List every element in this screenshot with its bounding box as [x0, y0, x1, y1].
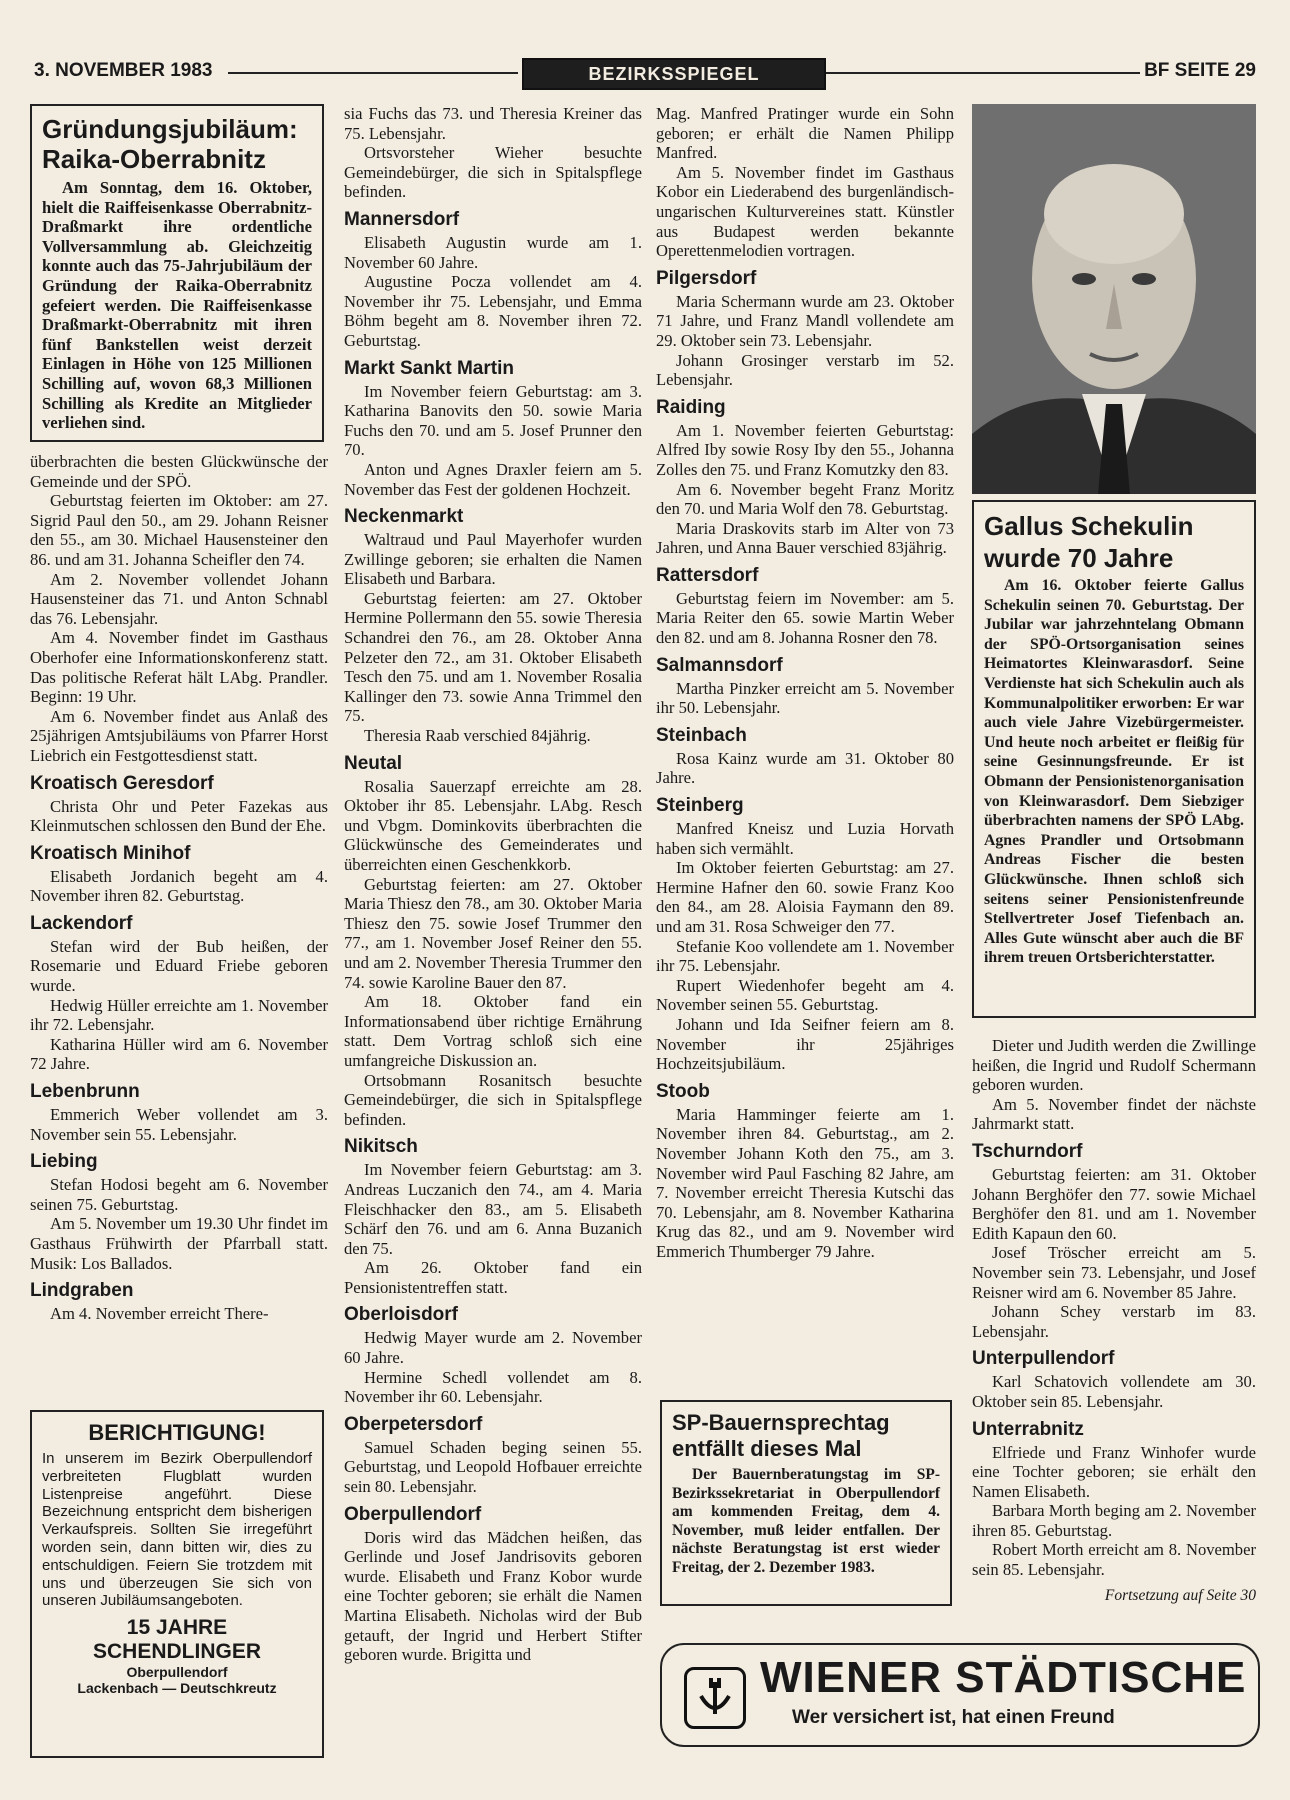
- article-paragraph: Hermine Schedl vollendet am 8. November ihr 60. Lebensjahr.: [344, 1367, 642, 1407]
- article-paragraph: Im Oktober feierten Geburtstag: am 27. Hermine Hafner den 60. sowie Franz Koo den 84., am 28. Aloisia Faymann den 89. und am 31. Rosa Schweiger den 77.: [656, 858, 954, 936]
- article-paragraph: Karl Schatovich vollendete am 30. Oktober sein 85. Lebensjahr.: [972, 1372, 1256, 1411]
- town-heading: Rattersdorf: [656, 564, 759, 586]
- page-header: [34, 58, 1256, 88]
- box-body: Der Bauernberatungstag im SP-Bezirkssekretariat in Oberpullendorf am kommenden Freitag, dem 4. November, muß leider entfallen. Der nächste Beratungstag ist erst wieder Freitag, der 2. Dezember 1983.: [672, 1466, 940, 1576]
- article-paragraph: Maria Draskovits starb im Alter von 73 Jahren, und Anna Bauer verschied 83jährig.: [656, 518, 954, 558]
- town-heading: Lebenbrunn: [30, 1081, 140, 1103]
- town-heading: Tschurndorf: [972, 1140, 1083, 1162]
- insurance-logo-icon: [684, 1667, 746, 1729]
- issue-date: 3. NOVEMBER 1983: [34, 60, 213, 81]
- town-heading: Markt Sankt Martin: [344, 357, 514, 379]
- raika-jubilee-box: [30, 104, 324, 442]
- article-paragraph: Am 18. Oktober fand ein Informationsabend über richtige Ernährung statt. Dem Vortrag schloß sich eine umfangreiche Diskussion an.: [344, 992, 642, 1070]
- article-paragraph: Geburtstag feierten: am 31. Oktober Johann Berghöfer den 77. sowie Michael Berghöfer den 81. und am 1. November Edith Kapaun den 60.: [972, 1164, 1256, 1243]
- article-paragraph: Im November feiern Geburtstag: am 3. Andreas Luczanich den 74., am 4. Maria Fleischhacker den 83., am 5. Elisabeth Schärf den 76. und am 6. Anna Buzanich den 75.: [344, 1160, 642, 1258]
- box-title: Raika-Oberrabnitz: [42, 144, 266, 174]
- ad-line: Lackenbach — Deutschkreutz: [77, 1680, 277, 1697]
- article-paragraph: Ortsvorsteher Wieher besuchte Gemeindebürger, die sich in Spitalspflege befinden.: [344, 143, 642, 202]
- article-paragraph: Theresia Raab verschied 84jährig.: [364, 726, 591, 746]
- town-heading: Nikitsch: [344, 1136, 418, 1158]
- ad-slogan: Wer versichert ist, hat einen Freund: [792, 1707, 1115, 1728]
- town-heading: Unterrabnitz: [972, 1418, 1084, 1440]
- article-paragraph: Am 1. November feierten Geburtstag: Alfred Iby sowie Rosy Iby den 55., Johanna Zolles den 75. und Franz Komutzky den 83.: [656, 420, 954, 479]
- ad-brand-name: WIENER STÄDTISCHE: [760, 1653, 1247, 1702]
- article-paragraph: Stefan wird der Bub heißen, der Rosemarie und Eduard Friebe geboren wurde.: [30, 936, 328, 996]
- article-paragraph: Barbara Morth beging am 2. November ihren 85. Geburtstag.: [972, 1501, 1256, 1540]
- article-paragraph: Dieter und Judith werden die Zwillinge heißen, die Ingrid und Rudolf Schermann geboren wurden.: [972, 1036, 1256, 1095]
- town-heading: Kroatisch Minihof: [30, 842, 191, 864]
- town-heading: Oberloisdorf: [344, 1304, 459, 1326]
- article-paragraph: Josef Tröscher erreicht am 5. November sein 73. Lebensjahr, und Josef Reisner wird am 6. November 85 Jahre.: [972, 1243, 1256, 1302]
- article-paragraph: Geburtstag feierten im Oktober: am 27. Sigrid Paul den 50., am 29. Johann Reisner den 55., am 30. Michael Hausensteiner den 86. und am 31. Johanna Scheifler den 74.: [30, 491, 328, 569]
- box-title: Gründungsjubiläum:: [42, 114, 298, 144]
- town-heading: Pilgersdorf: [656, 267, 757, 289]
- town-heading: Oberpetersdorf: [344, 1413, 483, 1435]
- article-paragraph: Johann Schey verstarb im 83. Lebensjahr.: [972, 1302, 1256, 1341]
- article-paragraph: Hedwig Mayer wurde am 2. November 60 Jahre.: [344, 1328, 642, 1368]
- box-body: In unserem im Bezirk Oberpullendorf verbreiteten Flugblatt wurden Listenpreise angeführt. Diese Bezeichnung entspricht dem bisherigen Verkaufspreis. Sollten Sie irregeführt worden sein, dann bitten wir, dies zu entschuldigen. Feiern Sie trotzdem mit uns und überzeugen Sie sich von unseren Jubiläumsangeboten.: [42, 1450, 312, 1610]
- town-heading: Unterpullendorf: [972, 1348, 1115, 1370]
- article-paragraph: Robert Morth erreicht am 8. November sein 85. Lebensjahr.: [972, 1540, 1256, 1580]
- article-paragraph: Hedwig Hüller erreichte am 1. November ihr 72. Lebensjahr.: [30, 995, 328, 1035]
- article-paragraph: Rosalia Sauerzapf erreichte am 28. Oktober ihr 85. Lebensjahr. LAbg. Resch und Vbgm. Dominkovits überbrachten die Glückwünsche des Gemeinderates und überreichten einen Geschenkkorb.: [344, 776, 642, 874]
- article-paragraph: Am 5. November um 19.30 Uhr findet im Gasthaus Frühwirth der Pfarrball statt. Musik: Los Ballados.: [30, 1214, 328, 1273]
- article-paragraph: Am 4. November erreicht There-: [50, 1304, 269, 1324]
- continued-note: Fortsetzung auf Seite 30: [1104, 1586, 1256, 1604]
- article-paragraph: Waltraud und Paul Mayerhofer wurden Zwillinge geboren; sie erhalten die Namen Elisabeth und Barbara.: [344, 530, 642, 589]
- town-heading: Raiding: [656, 396, 726, 418]
- town-heading: Kroatisch Geresdorf: [30, 772, 214, 794]
- column-3: [656, 104, 954, 1262]
- insurance-ad: [660, 1643, 1260, 1747]
- town-heading: Salmannsdorf: [656, 654, 783, 676]
- article-paragraph: Katharina Hüller wird am 6. November 72 Jahre.: [30, 1034, 328, 1074]
- article-paragraph: Rosa Kainz wurde am 31. Oktober 80 Jahre.: [656, 748, 954, 788]
- header-rule-left: [228, 72, 518, 74]
- article-paragraph: Ortsobmann Rosanitsch besuchte Gemeindebürger, die sich in Spitalspflege befinden.: [344, 1070, 642, 1129]
- column-1: [30, 452, 328, 1324]
- ad-line: SCHENDLINGER: [92, 1640, 261, 1664]
- article-paragraph: Elisabeth Augustin wurde am 1. November 60 Jahre.: [344, 232, 642, 272]
- town-heading: Steinberg: [656, 795, 744, 817]
- column-4: [972, 1036, 1256, 1605]
- article-paragraph: sia Fuchs das 73. und Theresia Kreiner das 75. Lebensjahr.: [344, 104, 642, 143]
- box-body: Am 16. Oktober feierte Gallus Schekulin seinen 70. Geburtstag. Der Jubilar war jahrzehntelang Obmann der SPÖ-Ortsorganisation seines Heimatortes Kleinwarasdorf. Seine Verdienste hat sich Schekulin auch als Kommunalpolitiker erworben: Er war auch viele Jahre Vizebürgermeister. Und heute noch arbeitet er fleißig für seine Gesinnungsfreunde. Er ist Obmann der Pensionistenorganisation von Kleinwarasdorf. Dem Siebziger überbrachten namens der SPÖ LAbg. Agnes Prandler und Ortsobmann Andreas Fischer die besten Glückwünsche. Ihnen schloß sich seitens seiner Pensionistenfreunde Stellvertreter Josef Tiefenbach an. Alles Gute wünscht aber auch die BF ihrem treuen Ortsberichterstatter.: [984, 577, 1244, 967]
- town-heading: Lindgraben: [30, 1280, 134, 1302]
- article-paragraph: Anton und Agnes Draxler feiern am 5. November das Fest der goldenen Hochzeit.: [344, 459, 642, 499]
- article-paragraph: Doris wird das Mädchen heißen, das Gerlinde und Josef Jandrisovits geboren wurde. Elisabeth und Franz Kobor wurde eine Tochter geboren; sie erhält die Namen Martina Elisabeth. Nicholas wird der Bub getauft, der Ingrid und Herbert Stifter geboren wurde. Brigitta und: [344, 1527, 642, 1665]
- column-2: [344, 104, 642, 1665]
- farmers-consultation-box: [660, 1400, 952, 1606]
- box-title: wurde 70 Jahre: [984, 543, 1174, 573]
- article-paragraph: Elisabeth Jordanich begeht am 4. November ihren 82. Geburtstag.: [30, 866, 328, 906]
- box-title: SP-Bauernsprechtag: [672, 1410, 890, 1435]
- article-paragraph: Christa Ohr und Peter Fazekas aus Kleinmutschen schlossen den Bund der Ehe.: [30, 796, 328, 836]
- box-title: BERICHTIGUNG!: [88, 1420, 266, 1445]
- ad-line: Oberpullendorf: [126, 1664, 228, 1681]
- article-paragraph: Elfriede und Franz Winhofer wurde eine Tochter geboren; sie erhält den Namen Elisabeth.: [972, 1442, 1256, 1501]
- box-body: Am Sonntag, dem 16. Oktober, hielt die Raiffeisenkasse Oberrabnitz-Draßmarkt ihre ordentliche Vollversammlung ab. Gleichzeitig konnte auch das 75-Jahrjubiläum der Gründung der Raika-Oberrabnitz gefeiert werden. Die Raiffeisenkasse Draßmarkt-Oberrabnitz mit ihren fünf Bankstellen weist derzeit Einlagen in Höhe von 125 Millionen Schilling auf, wovon 68,3 Millionen Schilling als Kredite an Mitglieder verliehen sind.: [42, 178, 312, 433]
- article-paragraph: Geburtstag feiern im November: am 5. Maria Reiter den 65. sowie Martin Weber den 82. und am 8. Johanna Rosner den 78.: [656, 588, 954, 648]
- article-paragraph: Am 26. Oktober fand ein Pensionistentreffen statt.: [344, 1258, 642, 1297]
- article-paragraph: Geburtstag feierten: am 27. Oktober Maria Thiesz den 78., am 30. Oktober Maria Thiesz den 75. sowie Josef Trummer den 77., am 1. November Josef Reiner den 55. und am 2. November Theresia Trummer den 74. sowie Karoline Bauer den 87.: [344, 874, 642, 992]
- town-heading: Liebing: [30, 1151, 98, 1173]
- article-paragraph: Rupert Wiedenhofer begeht am 4. November seinen 55. Geburtstag.: [656, 975, 954, 1015]
- article-paragraph: Am 6. November begeht Franz Moritz den 70. und Maria Wolf den 78. Geburtstag.: [656, 479, 954, 519]
- header-rule-right: [826, 72, 1140, 74]
- article-paragraph: Am 4. November findet im Gasthaus Oberhofer eine Informationskonferenz statt. Das politische Referat hält LAbg. Prandler. Beginn: 19 Uhr.: [30, 628, 328, 707]
- box-title: entfällt dieses Mal: [672, 1436, 862, 1461]
- article-paragraph: Stefanie Koo vollendete am 1. November ihr 75. Lebensjahr.: [656, 936, 954, 976]
- schekulin-box: [972, 500, 1256, 1018]
- town-heading: Oberpullendorf: [344, 1503, 482, 1525]
- article-paragraph: Samuel Schaden beging seinen 55. Geburtstag, und Leopold Hofbauer erreichte sein 80. Lebensjahr.: [344, 1437, 642, 1497]
- town-heading: Lackendorf: [30, 912, 133, 934]
- article-paragraph: Mag. Manfred Pratinger wurde ein Sohn geboren; er erhält die Namen Philipp Manfred.: [656, 104, 954, 163]
- box-title: Gallus Schekulin: [984, 511, 1194, 541]
- article-paragraph: Am 2. November vollendet Johann Hausensteiner das 71. und Anton Schnabl das 76. Lebensjahr.: [30, 569, 328, 628]
- article-paragraph: Johann Grosinger verstarb im 52. Lebensjahr.: [656, 350, 954, 390]
- ad-line: 15 JAHRE: [126, 1616, 228, 1640]
- town-heading: Neutal: [344, 752, 403, 774]
- correction-box: [30, 1410, 324, 1758]
- section-title: BEZIRKSSPIEGEL: [522, 58, 826, 90]
- article-paragraph: Am 6. November findet aus Anlaß des 25jährigen Amtsjubiläums von Pfarrer Horst Liebrich ein Festgottesdienst statt.: [30, 706, 328, 765]
- article-paragraph: Johann und Ida Seifner feiern am 8. November ihr 25jähriges Hochzeitsjubiläum.: [656, 1014, 954, 1074]
- portrait-photo: [972, 104, 1256, 494]
- article-paragraph: Stefan Hodosi begeht am 6. November seinen 75. Geburtstag.: [30, 1175, 328, 1214]
- town-heading: Steinbach: [656, 724, 747, 746]
- article-paragraph: Am 5. November findet im Gasthaus Kobor ein Liederabend des burgenländisch-ungarischen Kulturvereines statt. Künstler aus Budapest werden bekannte Operettenmelodien vortragen.: [656, 162, 954, 261]
- page-number: BF SEITE 29: [1144, 60, 1256, 81]
- town-heading: Neckenmarkt: [344, 506, 464, 528]
- article-paragraph: Geburtstag feierten: am 27. Oktober Hermine Pollermann den 55. sowie Theresia Schandrei den 76., am 28. Oktober Anna Pelzeter den 72., am 31. Oktober Elisabeth Tesch den 75. und am 1. November Rosalia Kallinger den 73. sowie Anna Trimmel den 75.: [344, 588, 642, 726]
- article-paragraph: Augustine Pocza vollendet am 4. November ihr 75. Lebensjahr, und Emma Böhm begeht am 8. November ihren 72. Geburtstag.: [344, 272, 642, 350]
- article-paragraph: Martha Pinzker erreicht am 5. November ihr 50. Lebensjahr.: [656, 678, 954, 718]
- article-paragraph: Maria Schermann wurde am 23. Oktober 71 Jahre, und Franz Mandl vollendete am 29. Oktober sein 73. Lebensjahr.: [656, 291, 954, 350]
- article-paragraph: Manfred Kneisz und Luzia Horvath haben sich vermählt.: [656, 819, 954, 858]
- article-paragraph: Im November feiern Geburtstag: am 3. Katharina Banovits den 50. sowie Maria Fuchs den 70. und am 5. Josef Prunner den 70.: [344, 381, 642, 460]
- portrait-image: [972, 104, 1256, 494]
- article-paragraph: Am 5. November findet der nächste Jahrmarkt statt.: [972, 1094, 1256, 1134]
- town-heading: Stoob: [656, 1080, 710, 1102]
- town-heading: Mannersdorf: [344, 208, 460, 230]
- article-paragraph: Maria Hamminger feierte am 1. November ihren 84. Geburtstag., am 2. November Johann Koth den 75., am 3. November wird Paul Fasching 82 Jahre, am 7. November erreicht Theresia Kutschi das 70. Lebensjahr, am 8. November Katharina Krug das 82., und am 9. November wird Emmerich Thumberger 79 Jahre.: [656, 1104, 954, 1261]
- article-paragraph: Emmerich Weber vollendet am 3. November sein 55. Lebensjahr.: [30, 1105, 328, 1144]
- article-paragraph: überbrachten die besten Glückwünsche der Gemeinde und der SPÖ.: [30, 452, 328, 491]
